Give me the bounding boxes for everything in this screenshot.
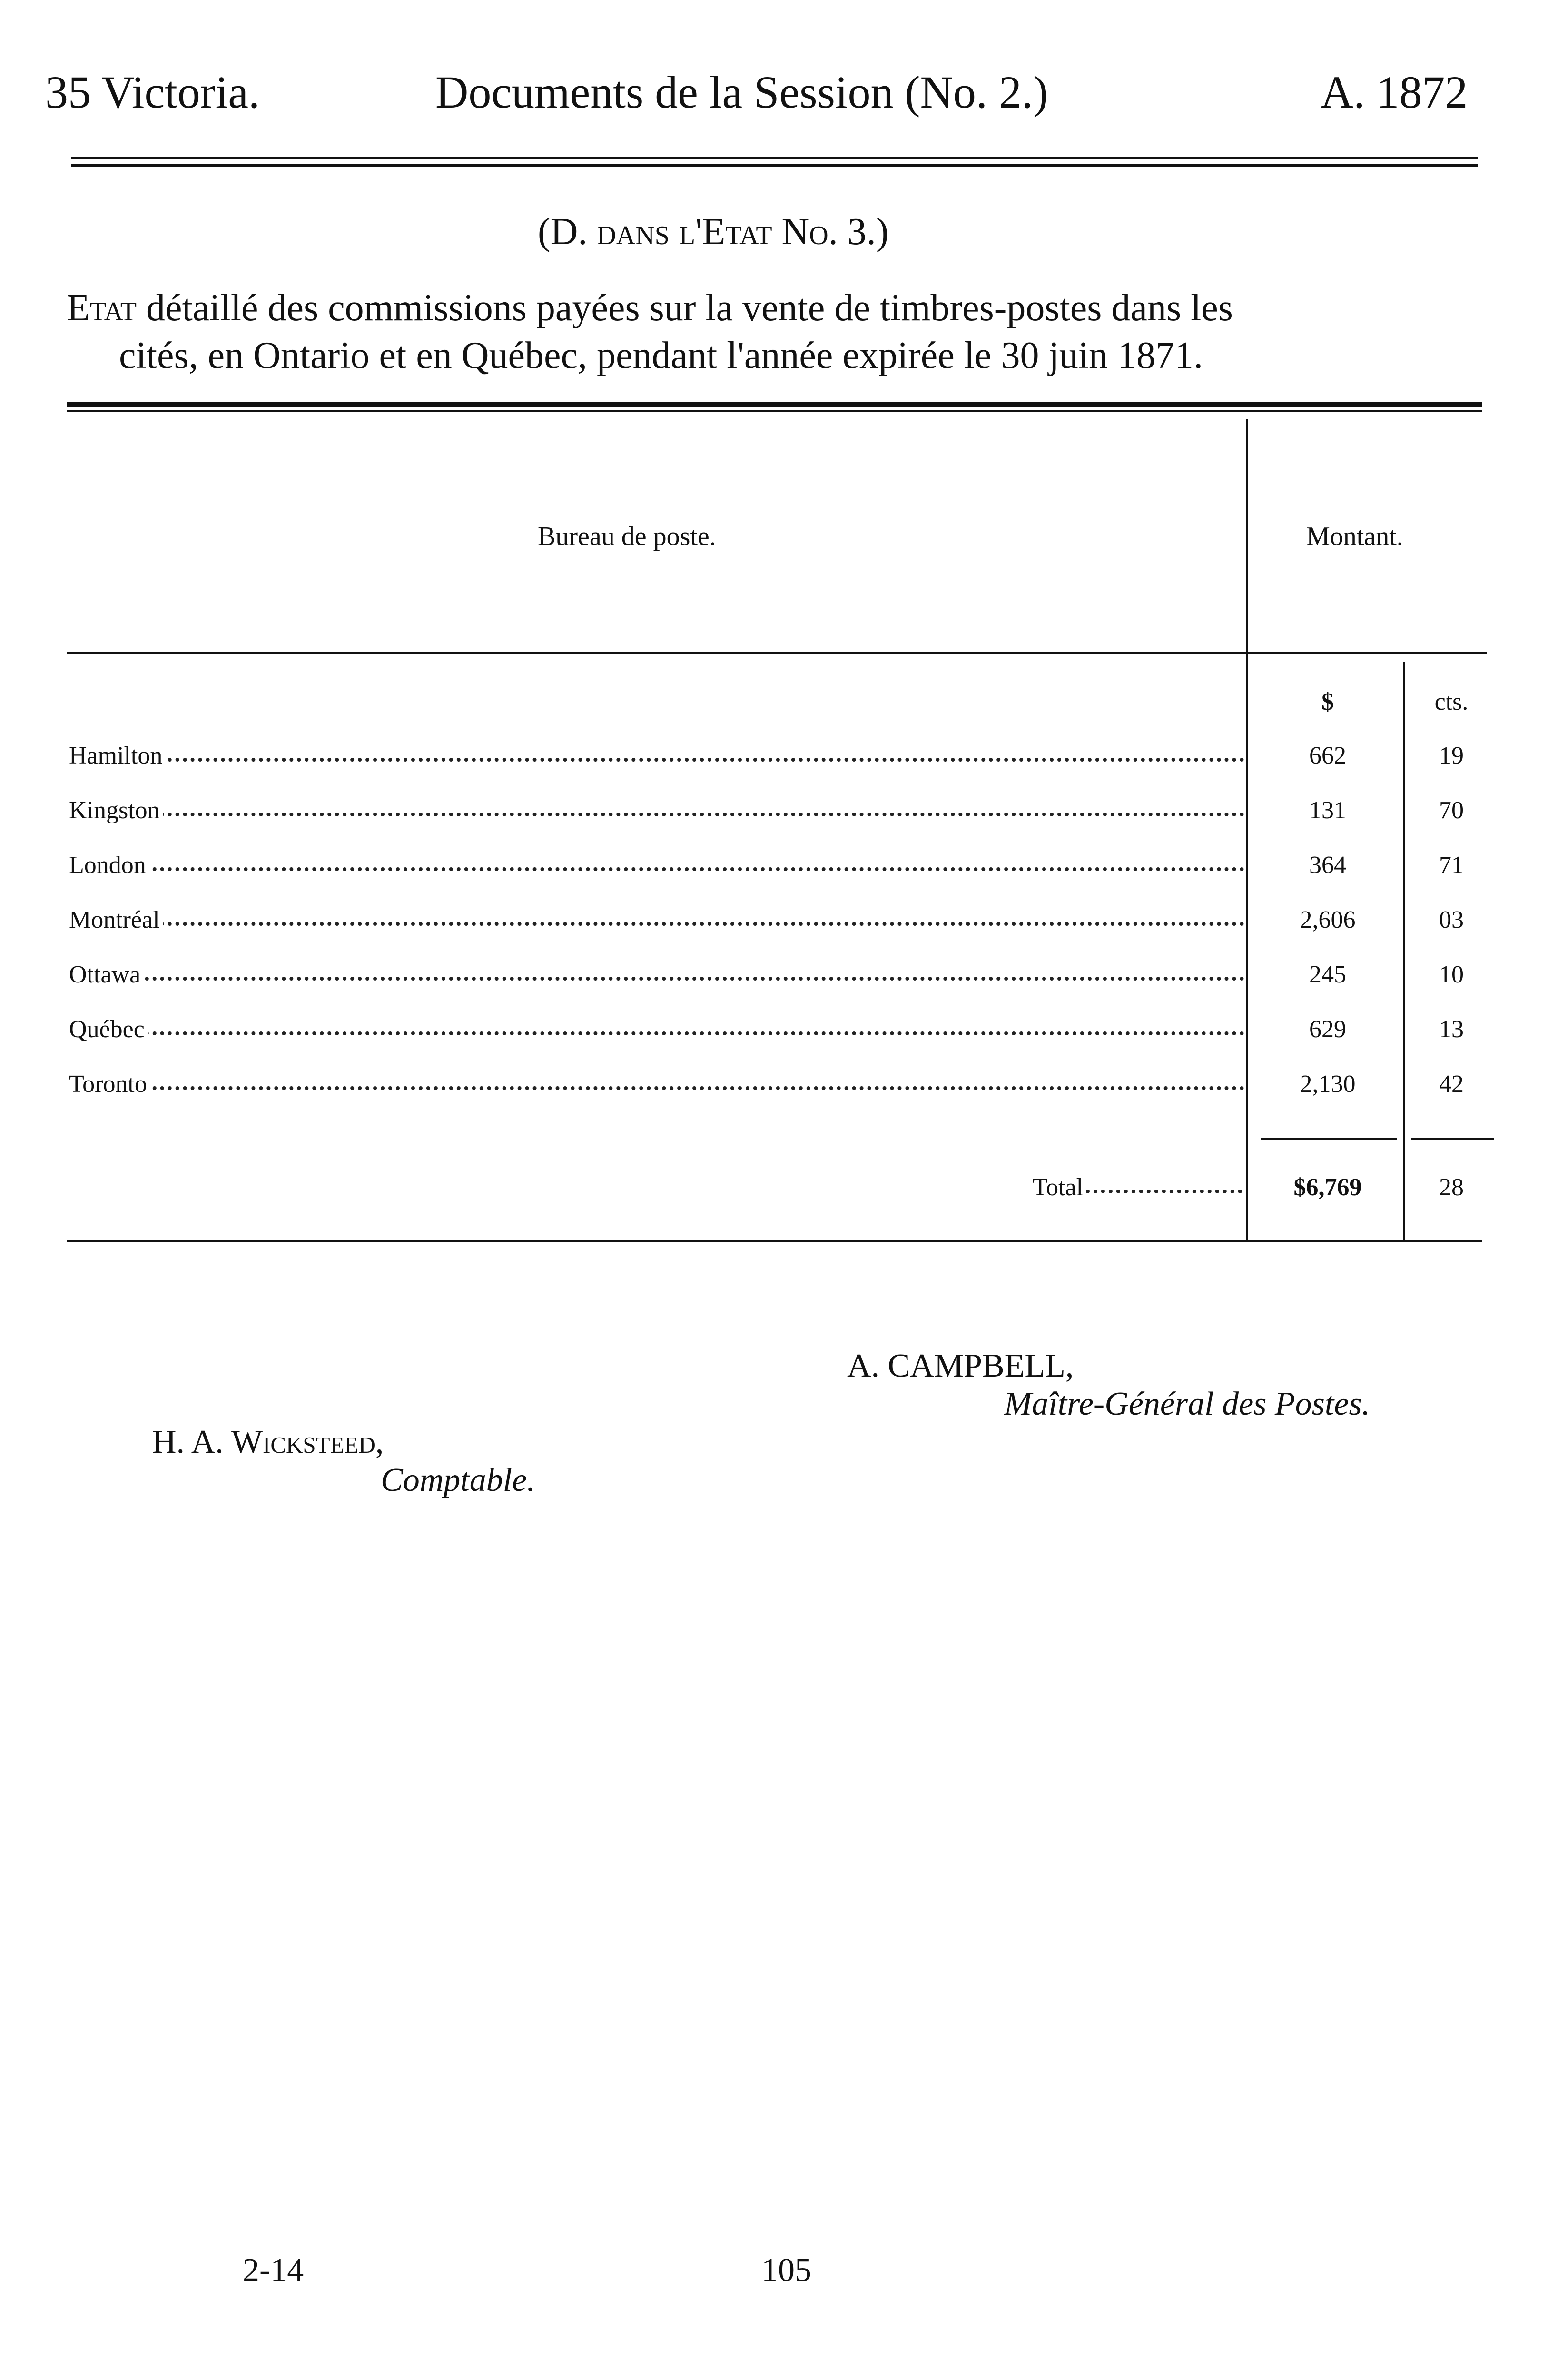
amount-dollars: 2,606 [1300,906,1356,933]
table-bottom-rule [67,1240,1482,1242]
office-name: Ottawa [69,961,143,989]
table-row [69,846,1244,889]
title-rest: détaillé des commissions payées sur la vente de timbres-postes dans les [146,287,1233,329]
amount-cents: 13 [1439,1016,1464,1043]
table-row [69,1011,1244,1053]
document-title-line2: cités, en Ontario et en Québec, pendant l'année expirée le 30 juin 1871. [119,335,1203,377]
header-left: 35 Victoria. [45,67,260,118]
amount-cents: 03 [1439,906,1464,933]
table-header-rule [67,652,1487,654]
amount-dollars: 364 [1309,852,1346,879]
column-header-office: Bureau de poste. [538,522,716,551]
title-rule-thin [67,410,1482,412]
leader-dots [69,813,1244,816]
leader-dots [69,977,1244,981]
amount-cents: 42 [1439,1071,1464,1098]
total-rule-cents [1411,1138,1494,1140]
office-name: Kingston [69,796,163,824]
document-title-line1 [67,281,1233,335]
unit-cents: cts. [1434,688,1469,715]
leader-dots [69,1086,1244,1090]
table-row [69,956,1244,999]
amount-dollars: 2,130 [1300,1071,1356,1098]
table-row [69,1065,1244,1108]
amount-dollars: 245 [1309,961,1346,988]
header-rule-top [71,157,1478,159]
office-name: Québec [69,1015,148,1043]
amount-dollars: 131 [1309,797,1346,824]
leader-dots [69,867,1244,871]
table-divider-office [1246,419,1248,1240]
leader-dots [69,1031,1244,1035]
signature-right-title: Maître-Général des Postes. [1004,1386,1371,1422]
office-name: Hamilton [69,742,165,770]
column-header-amount: Montant. [1306,522,1403,551]
amount-cents: 70 [1439,797,1464,824]
total-label: Total [1033,1173,1086,1201]
leader-dots [69,922,1244,926]
office-name: London [69,851,149,879]
leader-dots [69,758,1244,762]
total-rule-dollars [1261,1138,1397,1140]
table-row [69,737,1244,780]
header-rule-bottom [71,164,1478,167]
amount-cents: 19 [1439,742,1464,769]
amount-cents: 10 [1439,961,1464,988]
page-number: 105 [761,2252,811,2289]
reference-label: (D. dans l'Etat No. 3.) [538,211,889,253]
total-row [1033,1169,1242,1211]
total-cents: 28 [1439,1174,1464,1201]
signature-left-title: Comptable. [381,1462,535,1498]
title-lead: Etat [67,287,137,329]
office-name: Montréal [69,906,163,934]
amount-dollars: 629 [1309,1016,1346,1043]
table-row [69,901,1244,944]
signature-left-name: H. A. Wicksteed, [152,1424,384,1460]
title-rule-thick [67,402,1482,407]
table-row [69,792,1244,834]
signature-right-name: A. CAMPBELL, [847,1348,1074,1384]
footer-left: 2-14 [243,2252,304,2289]
total-dollars: $6,769 [1293,1174,1362,1201]
amount-dollars: 662 [1309,742,1346,769]
amount-cents: 71 [1439,852,1464,879]
unit-dollars: $ [1321,688,1334,715]
header-right: A. 1872 [1321,67,1468,118]
header-center: Documents de la Session (No. 2.) [435,67,1048,118]
office-name: Toronto [69,1070,150,1098]
